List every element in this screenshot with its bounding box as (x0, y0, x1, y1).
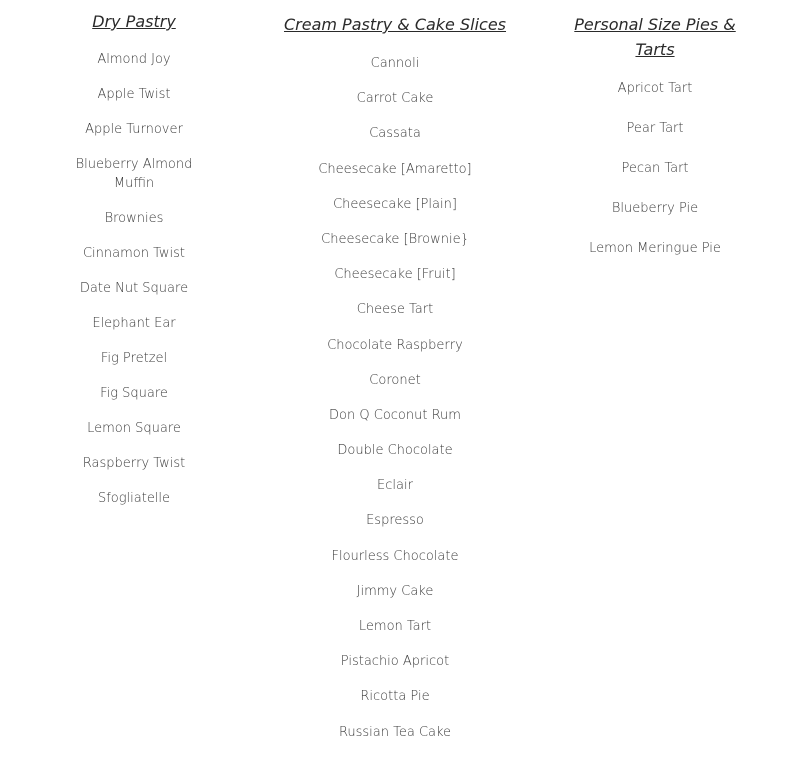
menu-item: Double Chocolate (337, 443, 453, 459)
menu-item: Lemon Tart (358, 619, 432, 634)
pies-tarts-heading: Personal Size Pies & Tarts (574, 15, 736, 59)
menu-item: Espresso (366, 513, 424, 529)
menu-item: Apple Twist (97, 87, 171, 102)
menu-item: Cheesecake [Fruit] (334, 267, 456, 283)
menu-item: Blueberry Almond Muffin (75, 157, 193, 191)
menu-item: Cheesecake [Plain] (333, 196, 457, 212)
menu-item: Pear Tart (626, 121, 684, 136)
dry-pastry-column (54, 0, 214, 524)
dry-pastry-heading: Dry Pastry (92, 12, 176, 31)
menu-item: Apricot Tart (617, 81, 693, 96)
menu-item: Almond Joy (97, 52, 171, 67)
cream-pastry-column (270, 0, 520, 758)
menu-item: Cinnamon Twist (82, 246, 186, 261)
menu-item: Brownies (104, 211, 164, 226)
menu-item: Fig Pretzel (100, 351, 168, 366)
menu-item: Lemon Square (87, 421, 181, 436)
menu-item: Flourless Chocolate (331, 548, 459, 564)
cream-pastry-heading: Cream Pastry & Cake Slices (283, 15, 507, 34)
menu-item: Elephant Ear (92, 316, 176, 331)
menu-item: Apple Turnover (85, 122, 183, 137)
menu-item: Lemon Meringue Pie (589, 241, 721, 256)
menu-item: Ricotta Pie (360, 689, 430, 705)
pies-tarts-column (565, 0, 745, 279)
menu-item: Cannoli (370, 56, 420, 71)
menu-item: Cassata (369, 126, 421, 142)
menu-item: Blueberry Pie (611, 201, 699, 216)
menu-item: Coronet (369, 372, 421, 388)
menu-item: Pecan Tart (621, 161, 689, 176)
menu-item: Cheesecake [Amaretto] (318, 161, 472, 177)
menu-item: Russian Tea Cake (338, 724, 452, 740)
menu-item: Sfogliatelle (97, 491, 171, 506)
menu-item: Jimmy Cake (356, 583, 434, 599)
menu-item: Date Nut Square (79, 281, 189, 296)
menu-item: Cheese Tart (356, 302, 434, 318)
menu-item: Carrot Cake (356, 91, 434, 107)
menu-item: Don Q Coconut Rum (329, 407, 461, 423)
dry-pastry-list (54, 50, 214, 508)
menu-item: Chocolate Raspberry (327, 337, 463, 353)
menu-item: Cheesecake [Brownie} (321, 231, 469, 247)
cream-pastry-list (270, 54, 520, 742)
menu-item: Pistachio Apricot (340, 654, 450, 670)
menu-item: Eclair (377, 478, 413, 494)
menu-item: Fig Square (100, 386, 168, 401)
menu-item: Raspberry Twist (82, 456, 186, 471)
pies-tarts-list (565, 79, 745, 258)
